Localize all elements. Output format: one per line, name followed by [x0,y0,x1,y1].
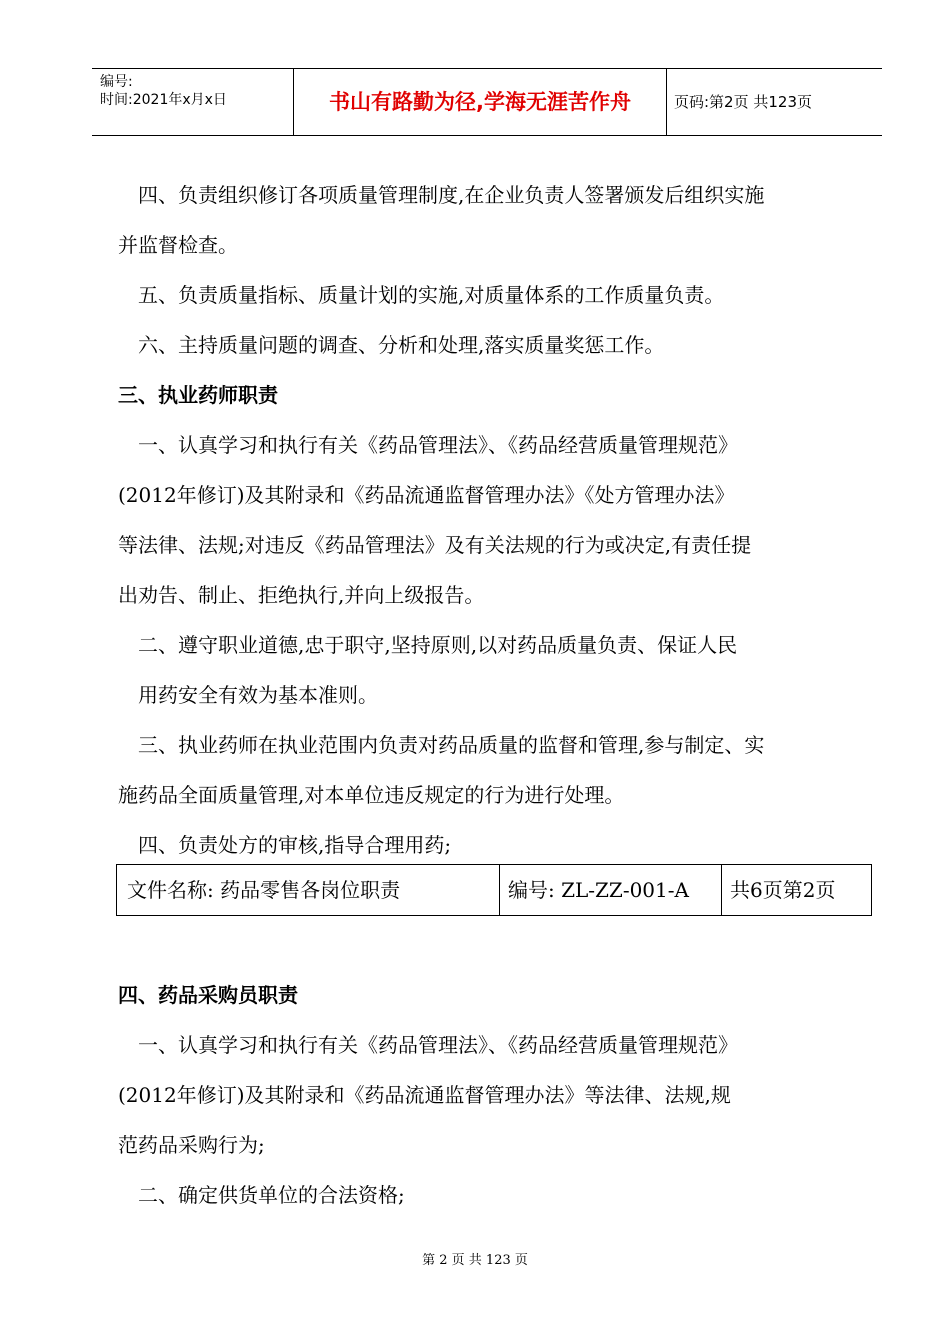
paragraph: 三、执业药师在执业范围内负责对药品质量的监督和管理,参与制定、实 [138,733,765,757]
paragraph: 一、认真学习和执行有关《药品管理法》、《药品经营质量管理规范》 [138,433,738,457]
paragraph: 六、主持质量问题的调查、分析和处理,落实质量奖惩工作。 [138,333,665,357]
paragraph: 二、确定供货单位的合法资格; [138,1183,405,1207]
paragraph: (2012年修订)及其附录和《药品流通监督管理办法》《处方管理办法》 [118,483,735,507]
document-info-table [116,864,872,916]
header-page-info: 页码:第2页 共123页 [674,93,812,111]
paragraph: 施药品全面质量管理,对本单位违反规定的行为进行处理。 [118,783,625,807]
time-label: 时间:2021年x月x日 [100,92,227,108]
page-count-cell: 共6页第2页 [721,865,871,915]
section-heading: 四、药品采购员职责 [118,983,298,1007]
paragraph: 并监督检查。 [118,233,238,257]
paragraph: 出劝告、制止、拒绝执行,并向上级报告。 [118,583,485,607]
file-name-cell: 文件名称: 药品零售各岗位职责 [127,878,401,902]
section-heading: 三、执业药师职责 [118,383,278,407]
header-meta [92,69,292,135]
page-header [92,68,882,136]
paragraph: 范药品采购行为; [118,1133,265,1157]
paragraph: 一、认真学习和执行有关《药品管理法》、《药品经营质量管理规范》 [138,1033,738,1057]
doc-number-cell: 编号: ZL-ZZ-001-A [499,865,721,915]
paragraph: 等法律、法规;对违反《药品管理法》及有关法规的行为或决定,有责任提 [118,533,752,557]
paragraph: 用药安全有效为基本准则。 [138,683,378,707]
paragraph: 四、负责组织修订各项质量管理制度,在企业负责人签署颁发后组织实施 [138,183,765,207]
header-motto: 书山有路勤为径,学海无涯苦作舟 [293,69,667,135]
page-footer: 第 2 页 共 123 页 [422,1253,528,1268]
paragraph: 二、遵守职业道德,忠于职守,坚持原则,以对药品质量负责、保证人民 [138,633,738,657]
paragraph: 五、负责质量指标、质量计划的实施,对质量体系的工作质量负责。 [138,283,725,307]
number-label: 编号: [100,74,133,90]
paragraph: (2012年修订)及其附录和《药品流通监督管理办法》等法律、法规,规 [118,1083,731,1107]
paragraph: 四、负责处方的审核,指导合理用药; [138,833,452,857]
